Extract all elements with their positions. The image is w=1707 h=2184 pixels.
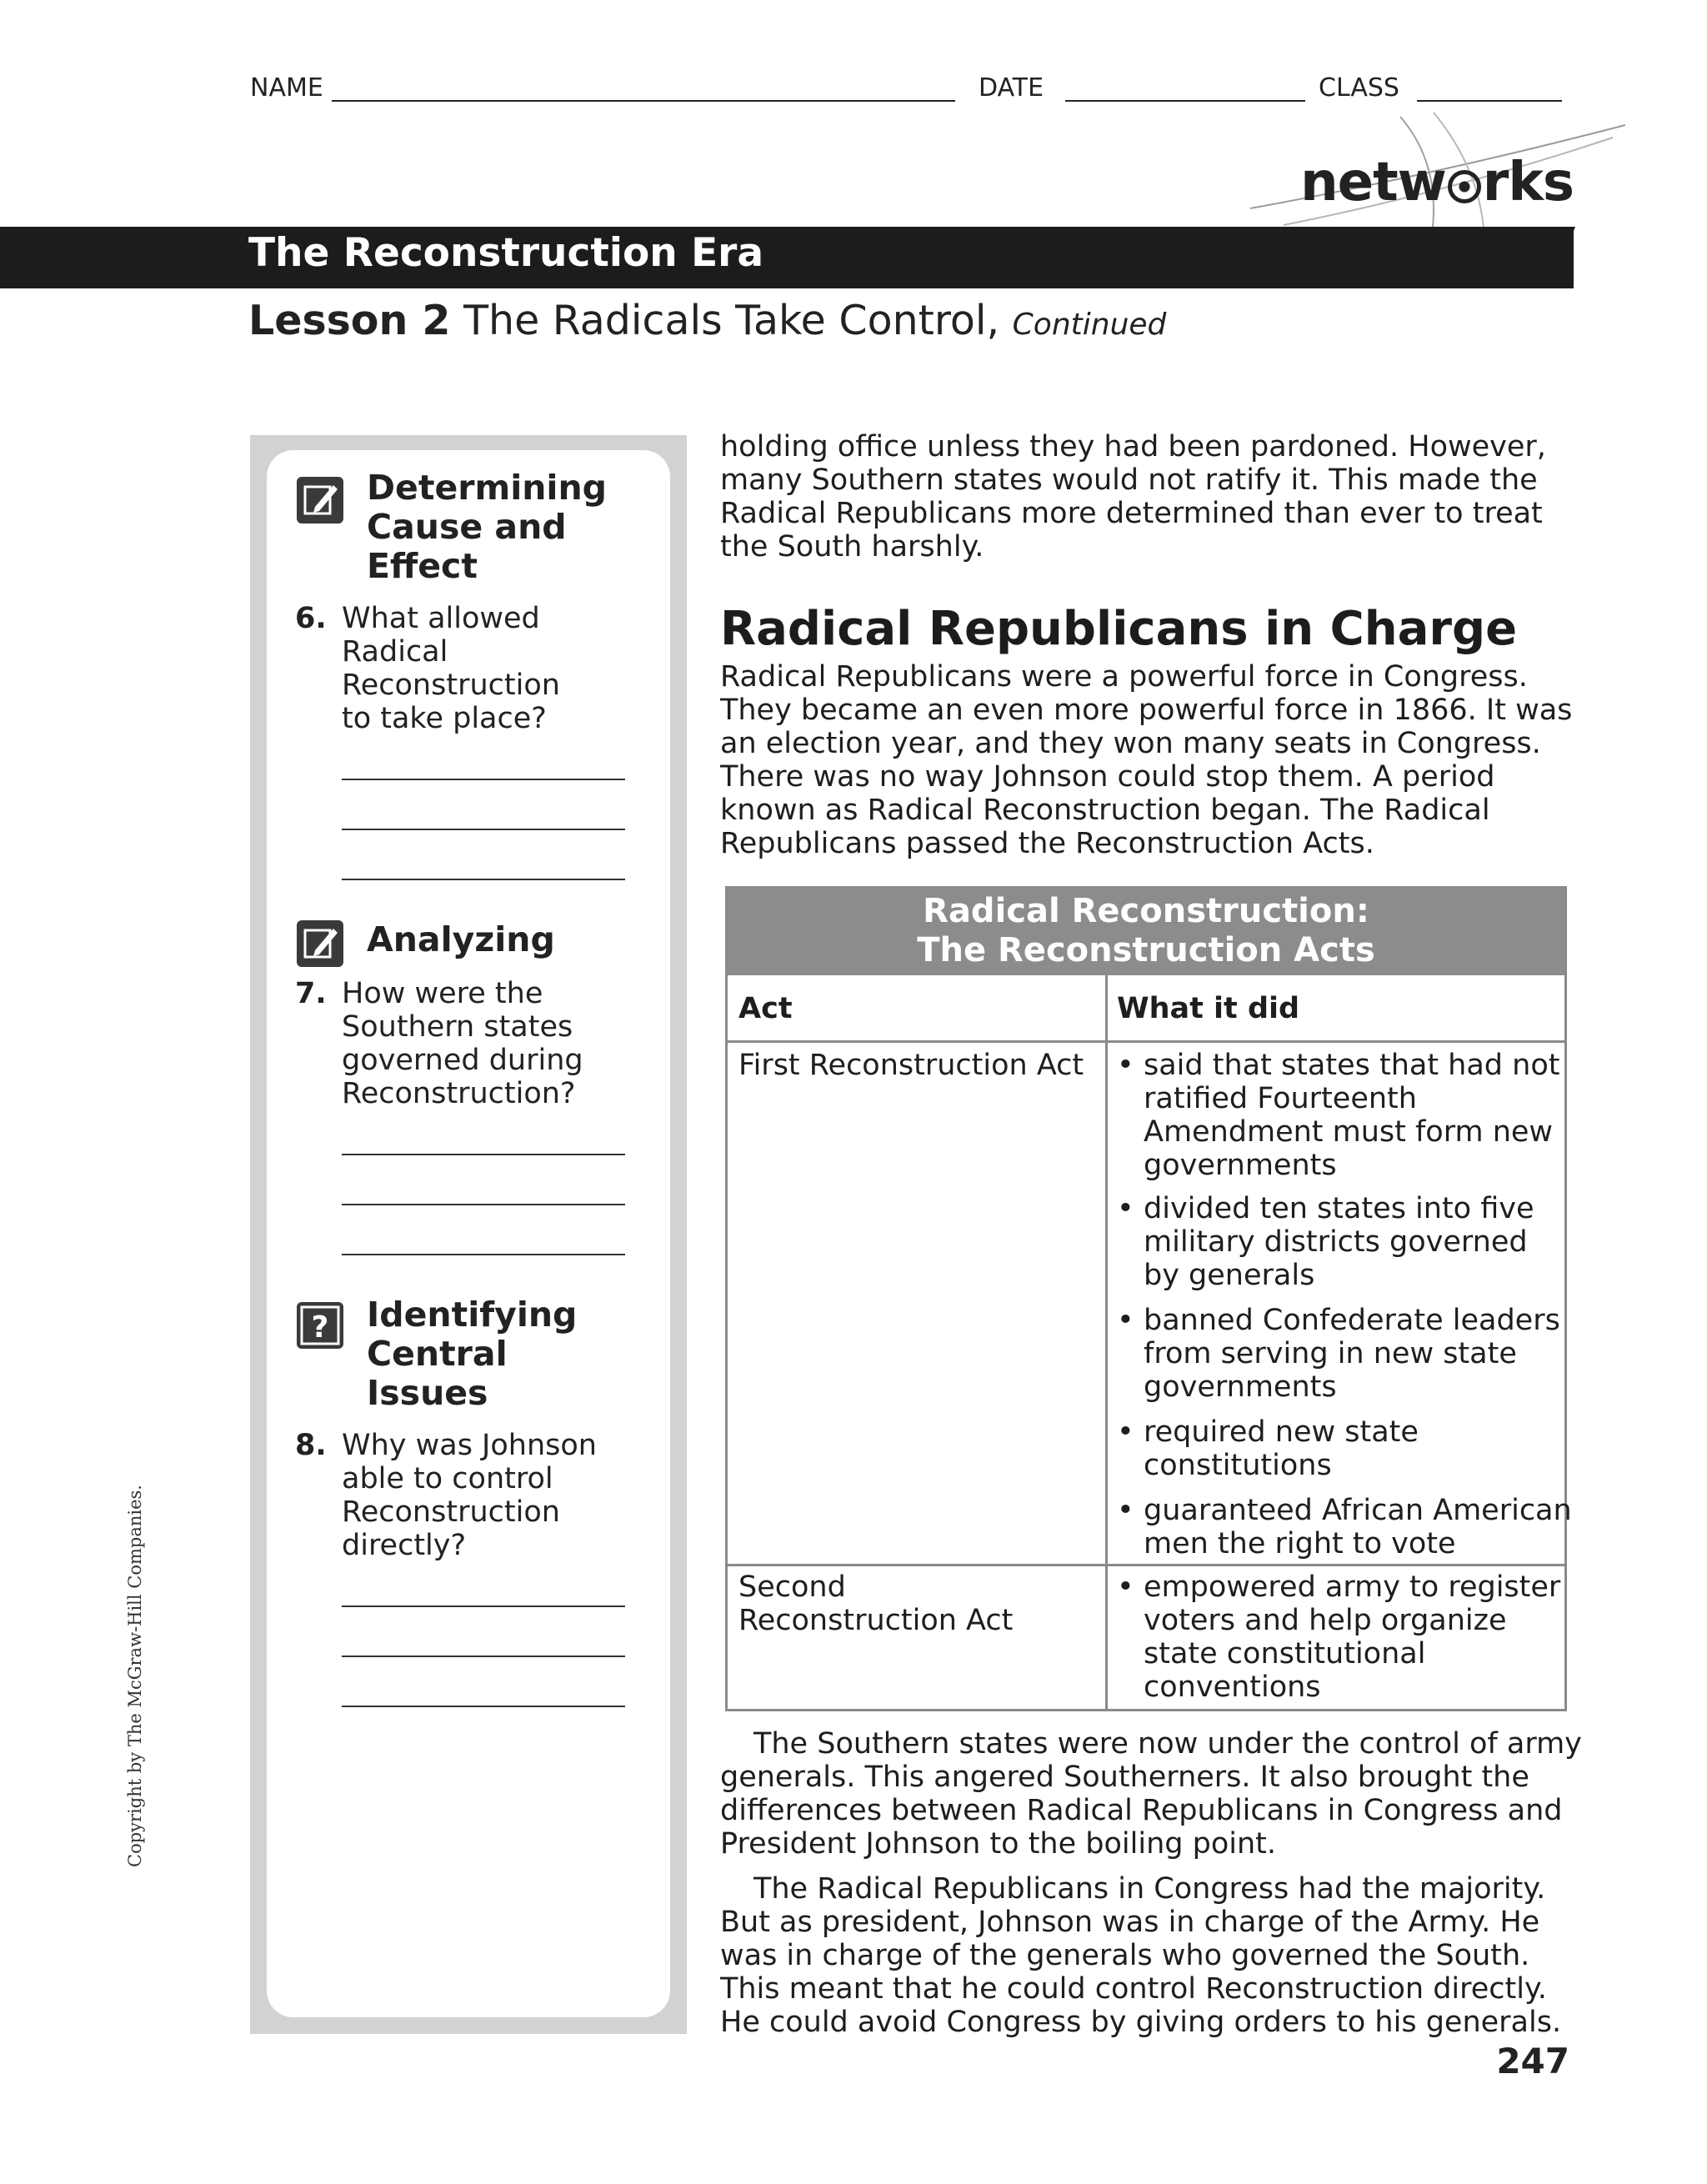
table-cell-act: Second Reconstruction Act — [738, 1570, 1014, 1637]
paragraph-1: Radical Republicans were a powerful force in Congress. They became an even more powerful force in 1866. It was an election year, and they won many seats in Congress. There was no way Johnson could stop them. A period known as Radical Reconstruction began. The Radical Republicans passed the Reconstruction Acts. — [720, 660, 1573, 860]
answer-line[interactable] — [342, 779, 625, 780]
answer-line[interactable] — [342, 1254, 625, 1255]
question-number: 8. — [295, 1429, 327, 1462]
question-icon — [297, 1302, 343, 1349]
answer-line[interactable] — [342, 879, 625, 880]
skill-title-analyzing: Analyzing — [367, 919, 555, 959]
question-7-text: How were the Southern states governed during Reconstruction? — [342, 977, 583, 1110]
intro-paragraph: holding office unless they had been pardoned. However, many Southern states would not ratify it. This made the Radical Republicans more determined than ever to treat the South harshly. — [720, 430, 1546, 564]
question-number: 7. — [295, 977, 327, 1010]
date-field[interactable] — [1065, 100, 1305, 102]
answer-line[interactable] — [342, 1706, 625, 1707]
unit-title: The Reconstruction Era — [248, 230, 764, 276]
table-bullet-item: • banned Confederate leaders from serving in new state governments — [1117, 1304, 1560, 1404]
table-title: Radical Reconstruction: The Reconstruction Acts — [917, 892, 1375, 969]
pencil-icon — [297, 920, 343, 967]
pencil-icon — [297, 477, 343, 523]
date-label: DATE — [979, 73, 1044, 103]
paragraph-3: The Radical Republicans in Congress had the majority. But as president, Johnson was in charge of the Army. He was in charge of the generals who governed the South. This meant that he could control Reconstruction directly. He could avoid Congress by giving orders to his generals. — [720, 1872, 1562, 2039]
question-6-text: What allowed Radical Reconstruction to take place? — [342, 602, 560, 735]
class-field[interactable] — [1417, 100, 1562, 102]
table-bullet-item: • empowered army to register voters and help organize state constitutional conventions — [1117, 1570, 1561, 1704]
skill-title-cause-effect: Determining Cause and Effect — [367, 468, 608, 586]
table-bullet-item: • guaranteed African American men the right to vote — [1117, 1494, 1572, 1560]
answer-line[interactable] — [342, 1605, 625, 1607]
table-bullet-item: • said that states that had not ratified Fourteenth Amendment must form new governments — [1117, 1049, 1560, 1182]
skill-title-central-issues: Identifying Central Issues — [367, 1295, 578, 1413]
name-field[interactable] — [332, 100, 955, 102]
answer-line[interactable] — [342, 1204, 625, 1205]
question-number: 6. — [295, 602, 327, 635]
networks-logo: netw rks — [1300, 152, 1574, 213]
page-number: 247 — [1496, 2041, 1569, 2081]
name-label: NAME — [250, 73, 323, 103]
answer-line[interactable] — [342, 1154, 625, 1155]
table-bullet-item: • required new state constitutions — [1117, 1415, 1419, 1482]
table-cell-act: First Reconstruction Act — [738, 1049, 1084, 1082]
paragraph-2: The Southern states were now under the control of army generals. This angered Southerners. It also brought the differences between Radical Republicans in Congress and President Johnson to the boiling point. — [720, 1727, 1582, 1861]
question-8-text: Why was Johnson able to control Reconstruction directly? — [342, 1429, 597, 1562]
svg-text:?: ? — [311, 1310, 329, 1345]
section-heading: Radical Republicans in Charge — [720, 602, 1518, 656]
table-bullet-item: • divided ten states into five military districts governed by generals — [1117, 1192, 1534, 1292]
logo-globe-icon — [1448, 170, 1481, 203]
lesson-title: Lesson 2 The Radicals Take Control, Continued — [248, 297, 1167, 344]
column-header-act: Act — [738, 992, 793, 1025]
copyright-notice: Copyright by The McGraw-Hill Companies. — [125, 1485, 145, 1867]
answer-line[interactable] — [342, 1656, 625, 1657]
unit-title-band — [0, 227, 1574, 288]
class-label: CLASS — [1319, 73, 1399, 103]
column-header-what: What it did — [1117, 992, 1300, 1025]
answer-line[interactable] — [342, 829, 625, 830]
